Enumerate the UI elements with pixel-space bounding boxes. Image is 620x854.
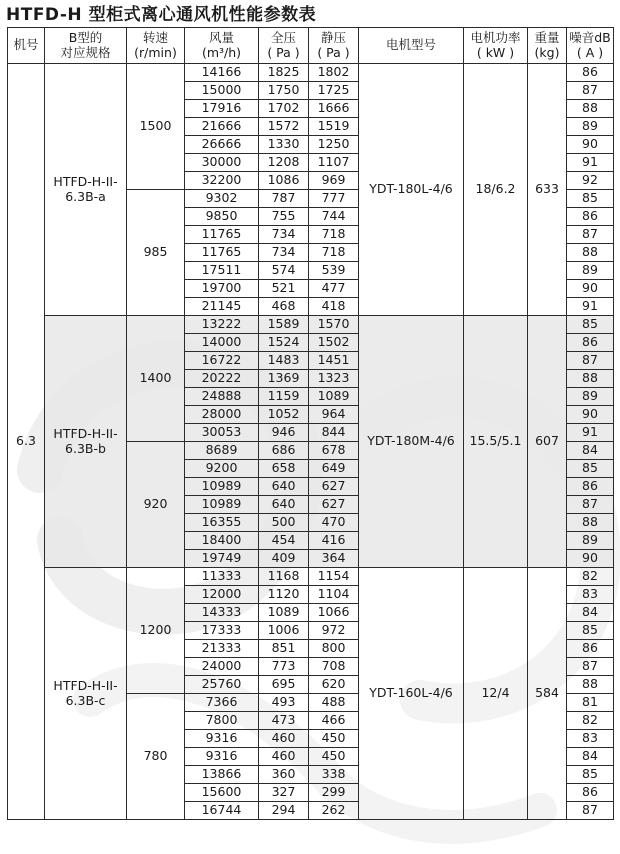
airflow-cell: 11765 [185, 226, 259, 244]
total-pressure-cell: 1369 [259, 370, 309, 388]
total-pressure-cell: 1589 [259, 316, 309, 334]
airflow-cell: 8689 [185, 442, 259, 460]
static-pressure-cell: 678 [309, 442, 359, 460]
spec-cell [45, 64, 127, 316]
speed-cell: 1500 [127, 64, 185, 190]
noise-cell: 89 [567, 118, 614, 136]
airflow-cell: 9302 [185, 190, 259, 208]
spec-line1: HTFD-H-II- [53, 678, 118, 694]
static-pressure-cell: 800 [309, 640, 359, 658]
static-pressure-cell: 539 [309, 262, 359, 280]
noise-cell: 89 [567, 532, 614, 550]
noise-cell: 91 [567, 298, 614, 316]
speed-cell: 1200 [127, 568, 185, 694]
total-pressure-cell: 327 [259, 784, 309, 802]
total-pressure-cell: 454 [259, 532, 309, 550]
total-pressure-cell: 1330 [259, 136, 309, 154]
noise-cell: 86 [567, 640, 614, 658]
static-pressure-cell: 1570 [309, 316, 359, 334]
speed-cell: 920 [127, 442, 185, 568]
airflow-cell: 10989 [185, 496, 259, 514]
airflow-cell: 19700 [185, 280, 259, 298]
total-pressure-cell: 1089 [259, 604, 309, 622]
spec-line2: 6.3B-c [65, 692, 106, 708]
static-pressure-cell: 1104 [309, 586, 359, 604]
static-pressure-cell: 338 [309, 766, 359, 784]
total-pressure-cell: 773 [259, 658, 309, 676]
total-pressure-cell: 686 [259, 442, 309, 460]
motor-model-cell: YDT-160L-4/6 [359, 568, 464, 820]
spec-line1: HTFD-H-II- [53, 174, 118, 190]
header-speed [127, 28, 185, 64]
spec-line1: HTFD-H-II- [53, 426, 118, 442]
total-pressure-cell: 1086 [259, 172, 309, 190]
total-pressure-cell: 658 [259, 460, 309, 478]
total-pressure-cell: 493 [259, 694, 309, 712]
static-pressure-cell: 450 [309, 730, 359, 748]
airflow-cell: 21333 [185, 640, 259, 658]
table-row [8, 568, 614, 586]
header-motor-model-line1: 电机型号 [385, 37, 436, 53]
airflow-cell: 14333 [185, 604, 259, 622]
weight-cell: 584 [528, 568, 567, 820]
header-machine-no-line1: 机号 [13, 37, 39, 53]
static-pressure-cell: 262 [309, 802, 359, 820]
airflow-cell: 16722 [185, 352, 259, 370]
static-pressure-cell: 744 [309, 208, 359, 226]
static-pressure-cell: 418 [309, 298, 359, 316]
weight-cell: 607 [528, 316, 567, 568]
airflow-cell: 16744 [185, 802, 259, 820]
noise-cell: 90 [567, 550, 614, 568]
noise-cell: 89 [567, 262, 614, 280]
airflow-cell: 17916 [185, 100, 259, 118]
total-pressure-cell: 1006 [259, 622, 309, 640]
static-pressure-cell: 1725 [309, 82, 359, 100]
static-pressure-cell: 1250 [309, 136, 359, 154]
total-pressure-cell: 521 [259, 280, 309, 298]
total-pressure-cell: 734 [259, 226, 309, 244]
noise-cell: 86 [567, 208, 614, 226]
airflow-cell: 11765 [185, 244, 259, 262]
airflow-cell: 13866 [185, 766, 259, 784]
total-pressure-cell: 787 [259, 190, 309, 208]
total-pressure-cell: 1702 [259, 100, 309, 118]
table-header [8, 28, 614, 64]
noise-cell: 88 [567, 100, 614, 118]
airflow-cell: 13222 [185, 316, 259, 334]
noise-cell: 85 [567, 766, 614, 784]
total-pressure-cell: 1572 [259, 118, 309, 136]
noise-cell: 89 [567, 388, 614, 406]
airflow-cell: 18400 [185, 532, 259, 550]
page-title: HTFD-H 型柜式离心通风机性能参数表 [6, 5, 317, 25]
airflow-cell: 19749 [185, 550, 259, 568]
static-pressure-cell: 477 [309, 280, 359, 298]
header-weight-line2: (kg) [534, 44, 560, 60]
airflow-cell: 7366 [185, 694, 259, 712]
total-pressure-cell: 734 [259, 244, 309, 262]
total-pressure-cell: 1159 [259, 388, 309, 406]
header-machine-no [8, 28, 45, 64]
static-pressure-cell: 627 [309, 496, 359, 514]
static-pressure-cell: 620 [309, 676, 359, 694]
header-noise-line2: ( A ) [576, 44, 604, 60]
header-total-pressure [259, 28, 309, 64]
airflow-cell: 17333 [185, 622, 259, 640]
table-body [8, 64, 614, 820]
header-total-pressure-line1: 全压 [270, 30, 296, 46]
static-pressure-cell: 1802 [309, 64, 359, 82]
header-weight-line1: 重量 [534, 30, 560, 46]
static-pressure-cell: 718 [309, 226, 359, 244]
speed-cell: 1400 [127, 316, 185, 442]
noise-cell: 91 [567, 154, 614, 172]
noise-cell: 87 [567, 802, 614, 820]
static-pressure-cell: 416 [309, 532, 359, 550]
noise-cell: 85 [567, 190, 614, 208]
static-pressure-cell: 969 [309, 172, 359, 190]
airflow-cell: 21145 [185, 298, 259, 316]
total-pressure-cell: 1052 [259, 406, 309, 424]
noise-cell: 86 [567, 784, 614, 802]
airflow-cell: 10989 [185, 478, 259, 496]
airflow-cell: 11333 [185, 568, 259, 586]
motor-power-cell: 18/6.2 [464, 64, 528, 316]
total-pressure-cell: 1168 [259, 568, 309, 586]
static-pressure-cell: 718 [309, 244, 359, 262]
noise-cell: 88 [567, 370, 614, 388]
total-pressure-cell: 360 [259, 766, 309, 784]
static-pressure-cell: 1154 [309, 568, 359, 586]
static-pressure-cell: 299 [309, 784, 359, 802]
airflow-cell: 9316 [185, 730, 259, 748]
airflow-cell: 28000 [185, 406, 259, 424]
total-pressure-cell: 1483 [259, 352, 309, 370]
static-pressure-cell: 1502 [309, 334, 359, 352]
noise-cell: 87 [567, 226, 614, 244]
static-pressure-cell: 466 [309, 712, 359, 730]
header-motor-power [464, 28, 528, 64]
static-pressure-cell: 708 [309, 658, 359, 676]
airflow-cell: 9850 [185, 208, 259, 226]
noise-cell: 82 [567, 712, 614, 730]
total-pressure-cell: 1208 [259, 154, 309, 172]
static-pressure-cell: 470 [309, 514, 359, 532]
noise-cell: 84 [567, 442, 614, 460]
total-pressure-cell: 460 [259, 748, 309, 766]
airflow-cell: 21666 [185, 118, 259, 136]
header-noise-line1: 噪音dB [569, 30, 611, 46]
header-spec-line1: B型的 [68, 30, 103, 46]
noise-cell: 82 [567, 568, 614, 586]
noise-cell: 84 [567, 604, 614, 622]
motor-power-cell: 15.5/5.1 [464, 316, 528, 568]
machine-no-cell: 6.3 [8, 64, 45, 820]
noise-cell: 81 [567, 694, 614, 712]
airflow-cell: 12000 [185, 586, 259, 604]
noise-cell: 92 [567, 172, 614, 190]
noise-cell: 87 [567, 82, 614, 100]
header-airflow-line2: (m³/h) [201, 44, 242, 60]
motor-model-cell: YDT-180L-4/6 [359, 64, 464, 316]
total-pressure-cell: 468 [259, 298, 309, 316]
total-pressure-cell: 1750 [259, 82, 309, 100]
header-noise [567, 28, 614, 64]
noise-cell: 87 [567, 658, 614, 676]
static-pressure-cell: 964 [309, 406, 359, 424]
noise-cell: 86 [567, 64, 614, 82]
noise-cell: 87 [567, 496, 614, 514]
static-pressure-cell: 844 [309, 424, 359, 442]
airflow-cell: 24888 [185, 388, 259, 406]
motor-model-cell: YDT-180M-4/6 [359, 316, 464, 568]
noise-cell: 86 [567, 334, 614, 352]
header-speed-line2: (r/min) [134, 44, 177, 60]
header-speed-line1: 转速 [142, 30, 168, 46]
total-pressure-cell: 851 [259, 640, 309, 658]
header-spec [45, 28, 127, 64]
header-spec-line2: 对应规格 [60, 44, 111, 60]
noise-cell: 90 [567, 136, 614, 154]
static-pressure-cell: 1066 [309, 604, 359, 622]
total-pressure-cell: 294 [259, 802, 309, 820]
total-pressure-cell: 460 [259, 730, 309, 748]
airflow-cell: 7800 [185, 712, 259, 730]
header-motor-power-line2: ( kW ) [476, 44, 515, 60]
header-row [8, 28, 614, 64]
airflow-cell: 32200 [185, 172, 259, 190]
airflow-cell: 9316 [185, 748, 259, 766]
total-pressure-cell: 500 [259, 514, 309, 532]
static-pressure-cell: 1089 [309, 388, 359, 406]
static-pressure-cell: 488 [309, 694, 359, 712]
airflow-cell: 25760 [185, 676, 259, 694]
total-pressure-cell: 640 [259, 478, 309, 496]
spec-cell [45, 568, 127, 820]
static-pressure-cell: 1666 [309, 100, 359, 118]
header-weight [528, 28, 567, 64]
noise-cell: 88 [567, 514, 614, 532]
header-static-pressure [309, 28, 359, 64]
total-pressure-cell: 409 [259, 550, 309, 568]
header-motor-power-line1: 电机功率 [470, 30, 521, 46]
airflow-cell: 15600 [185, 784, 259, 802]
header-airflow [185, 28, 259, 64]
static-pressure-cell: 972 [309, 622, 359, 640]
noise-cell: 83 [567, 586, 614, 604]
motor-power-cell: 12/4 [464, 568, 528, 820]
static-pressure-cell: 1323 [309, 370, 359, 388]
airflow-cell: 14000 [185, 334, 259, 352]
noise-cell: 87 [567, 352, 614, 370]
noise-cell: 84 [567, 748, 614, 766]
header-total-pressure-line2: ( Pa ) [267, 44, 300, 60]
static-pressure-cell: 649 [309, 460, 359, 478]
header-static-pressure-line2: ( Pa ) [317, 44, 350, 60]
noise-cell: 91 [567, 424, 614, 442]
static-pressure-cell: 450 [309, 748, 359, 766]
static-pressure-cell: 627 [309, 478, 359, 496]
total-pressure-cell: 1825 [259, 64, 309, 82]
noise-cell: 88 [567, 676, 614, 694]
noise-cell: 85 [567, 460, 614, 478]
airflow-cell: 20222 [185, 370, 259, 388]
airflow-cell: 24000 [185, 658, 259, 676]
noise-cell: 83 [567, 730, 614, 748]
total-pressure-cell: 755 [259, 208, 309, 226]
noise-cell: 85 [567, 622, 614, 640]
total-pressure-cell: 1120 [259, 586, 309, 604]
spec-line2: 6.3B-a [65, 188, 106, 204]
static-pressure-cell: 364 [309, 550, 359, 568]
speed-cell: 985 [127, 190, 185, 316]
airflow-cell: 30000 [185, 154, 259, 172]
header-motor-model [359, 28, 464, 64]
speed-cell: 780 [127, 694, 185, 820]
total-pressure-cell: 1524 [259, 334, 309, 352]
static-pressure-cell: 777 [309, 190, 359, 208]
performance-table [7, 27, 614, 820]
noise-cell: 90 [567, 280, 614, 298]
static-pressure-cell: 1451 [309, 352, 359, 370]
static-pressure-cell: 1519 [309, 118, 359, 136]
noise-cell: 90 [567, 406, 614, 424]
spec-cell [45, 316, 127, 568]
airflow-cell: 16355 [185, 514, 259, 532]
header-airflow-line1: 风量 [208, 30, 234, 46]
airflow-cell: 14166 [185, 64, 259, 82]
total-pressure-cell: 695 [259, 676, 309, 694]
total-pressure-cell: 946 [259, 424, 309, 442]
airflow-cell: 30053 [185, 424, 259, 442]
total-pressure-cell: 640 [259, 496, 309, 514]
airflow-cell: 17511 [185, 262, 259, 280]
noise-cell: 86 [567, 478, 614, 496]
total-pressure-cell: 473 [259, 712, 309, 730]
weight-cell: 633 [528, 64, 567, 316]
noise-cell: 88 [567, 244, 614, 262]
table-row [8, 316, 614, 334]
static-pressure-cell: 1107 [309, 154, 359, 172]
airflow-cell: 9200 [185, 460, 259, 478]
airflow-cell: 26666 [185, 136, 259, 154]
spec-line2: 6.3B-b [65, 440, 106, 456]
header-static-pressure-line1: 静压 [320, 30, 346, 46]
noise-cell: 85 [567, 316, 614, 334]
table-row [8, 64, 614, 82]
airflow-cell: 15000 [185, 82, 259, 100]
total-pressure-cell: 574 [259, 262, 309, 280]
